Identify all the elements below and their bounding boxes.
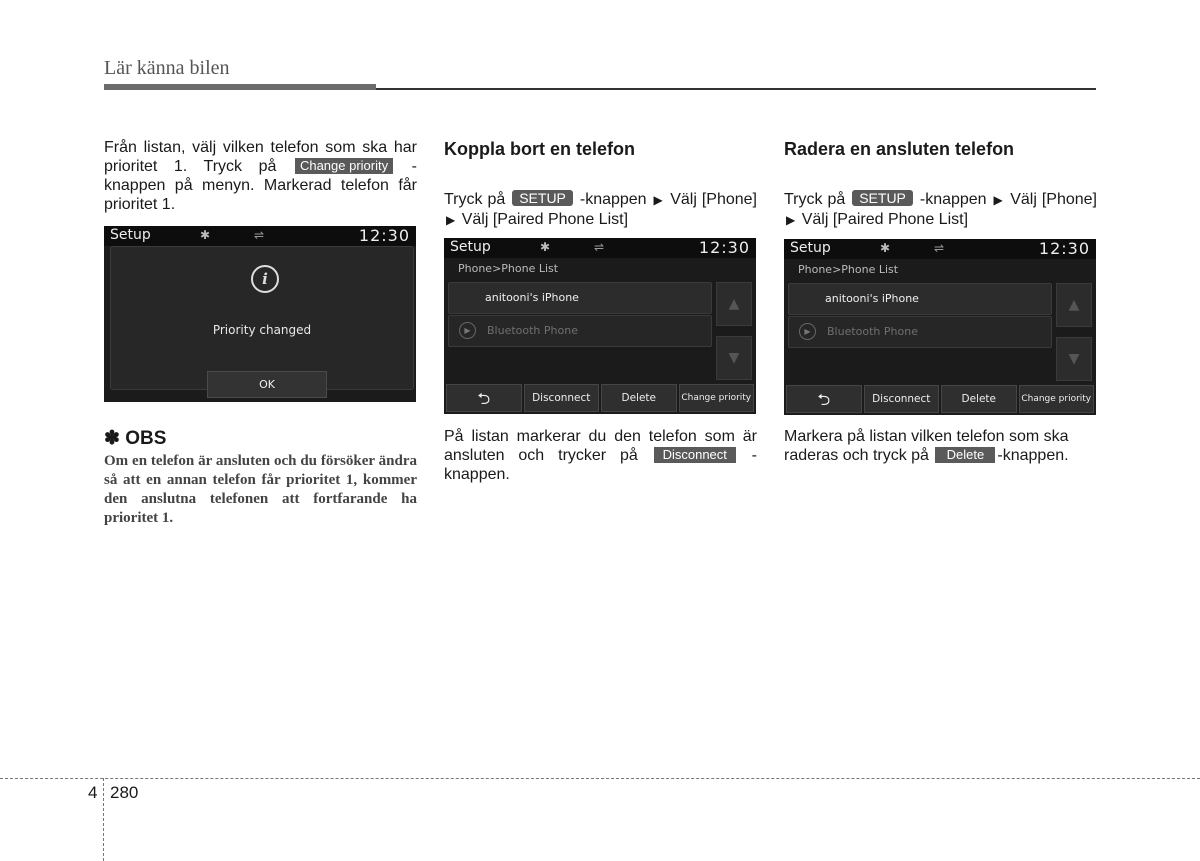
steps-text-b: -knappen <box>579 191 647 208</box>
disconnect-heading: Koppla bort en telefon <box>444 139 635 159</box>
obs-note <box>104 428 417 528</box>
arrow-right-icon: ▶ <box>993 193 1004 207</box>
phone-list-screen <box>444 238 756 414</box>
change-priority-key: Change priority <box>295 158 393 174</box>
delete-heading: Radera en ansluten telefon <box>784 139 1015 159</box>
phone-name: anitooni's iPhone <box>825 292 919 305</box>
scroll-up-button[interactable]: ▲ <box>716 282 752 326</box>
disconnect-key: Disconnect <box>654 447 736 463</box>
delete-button[interactable]: Delete <box>601 384 677 412</box>
header-rule-thin <box>376 88 1096 90</box>
chapter-number: 4 <box>88 783 98 802</box>
arrow-right-icon: ▶ <box>446 213 456 227</box>
list-item[interactable] <box>448 282 712 314</box>
steps-text-d: Välj [Paired Phone List] <box>801 211 969 228</box>
steps-text-d: Välj [Paired Phone List] <box>461 211 629 228</box>
screen-breadcrumb: Phone>Phone List <box>798 263 899 276</box>
column-disconnect <box>444 138 757 230</box>
back-button[interactable]: ⮌ <box>446 384 522 412</box>
priority-changed-screen <box>104 226 416 402</box>
disconnect-result <box>444 427 757 484</box>
info-icon: i <box>251 265 279 293</box>
steps-text-a: Tryck på <box>784 191 846 208</box>
header-rule-thick <box>104 84 376 90</box>
screen-status-bar <box>784 239 1096 259</box>
usb-icon: ⇌ <box>594 240 605 254</box>
phone-name: Bluetooth Phone <box>827 325 918 338</box>
setup-key: SETUP <box>852 190 913 206</box>
arrow-right-icon: ▶ <box>653 193 664 207</box>
disconnect-button[interactable]: Disconnect <box>864 385 940 413</box>
screen-status-bar <box>444 238 756 258</box>
change-priority-button[interactable]: Change priority <box>1019 385 1095 413</box>
after-text-b: -knappen. <box>444 447 757 483</box>
screen-breadcrumb: Phone>Phone List <box>458 262 559 275</box>
obs-body: Om en telefon är ansluten och du försöker ändra så att en annan telefon får prioritet 1, kommer den anslutna telefonen att fortfarande ha prioritet 1. <box>104 453 417 526</box>
list-item[interactable] <box>448 315 712 347</box>
delete-steps <box>784 190 1097 230</box>
after-text-b: -knappen. <box>997 447 1069 464</box>
column-priority <box>104 138 417 214</box>
screen-title: Setup <box>790 240 831 256</box>
footer-rule <box>0 778 1200 779</box>
after-text-a: På listan markerar du den telefon som är ansluten och trycker på <box>444 428 757 464</box>
usb-icon: ⇌ <box>934 241 945 255</box>
after-text-a: Markera på listan vilken telefon som ska raderas och tryck på <box>784 428 1069 464</box>
list-item[interactable] <box>788 316 1052 348</box>
play-icon: ▶ <box>799 323 816 340</box>
bluetooth-icon: ✱ <box>200 228 211 242</box>
softkey-bar <box>446 384 754 412</box>
ok-button[interactable]: OK <box>207 371 327 398</box>
priority-instruction <box>104 138 417 214</box>
usb-icon: ⇌ <box>254 228 265 242</box>
disconnect-steps <box>444 190 757 230</box>
steps-text-c: Välj [Phone] <box>1010 191 1098 208</box>
screen-title: Setup <box>450 239 491 255</box>
priority-text-b: -knappen på menyn. Markerad telefon får prioritet 1. <box>104 158 417 213</box>
steps-text-c: Välj [Phone] <box>670 191 758 208</box>
screen-clock: 12:30 <box>1038 239 1090 258</box>
steps-text-a: Tryck på <box>444 191 506 208</box>
back-button[interactable]: ⮌ <box>786 385 862 413</box>
column-delete <box>784 138 1097 230</box>
screen-status-bar <box>104 226 416 246</box>
play-icon: ▶ <box>459 322 476 339</box>
priority-text-a: Från listan, välj vilken telefon som ska har prioritet 1. Tryck på <box>104 139 417 175</box>
phone-list-screen-delete <box>784 239 1096 415</box>
footer-margin-rule <box>103 778 104 861</box>
disconnect-after <box>444 427 757 484</box>
info-dialog <box>110 246 414 390</box>
delete-result <box>784 427 1097 465</box>
obs-title: ✽ OBS <box>104 428 167 449</box>
screen-clock: 12:30 <box>698 238 750 257</box>
delete-key: Delete <box>935 447 995 463</box>
setup-key: SETUP <box>512 190 573 206</box>
change-priority-button[interactable]: Change priority <box>679 384 755 412</box>
bluetooth-icon: ✱ <box>880 241 891 255</box>
screen-clock: 12:30 <box>358 226 410 245</box>
screen-title: Setup <box>110 227 151 243</box>
phone-name: Bluetooth Phone <box>487 324 578 337</box>
scroll-down-button[interactable]: ▼ <box>716 336 752 380</box>
disconnect-button[interactable]: Disconnect <box>524 384 600 412</box>
steps-text-b: -knappen <box>919 191 987 208</box>
phone-name: anitooni's iPhone <box>485 291 579 304</box>
delete-button[interactable]: Delete <box>941 385 1017 413</box>
list-item[interactable] <box>788 283 1052 315</box>
dialog-message: Priority changed <box>212 323 312 337</box>
arrow-right-icon: ▶ <box>786 213 796 227</box>
scroll-up-button[interactable]: ▲ <box>1056 283 1092 327</box>
bluetooth-icon: ✱ <box>540 240 551 254</box>
page-number: 280 <box>110 783 139 802</box>
softkey-bar <box>786 385 1094 413</box>
scroll-down-button[interactable]: ▼ <box>1056 337 1092 381</box>
delete-after <box>784 427 1097 465</box>
chapter-title: Lär känna bilen <box>104 57 230 79</box>
